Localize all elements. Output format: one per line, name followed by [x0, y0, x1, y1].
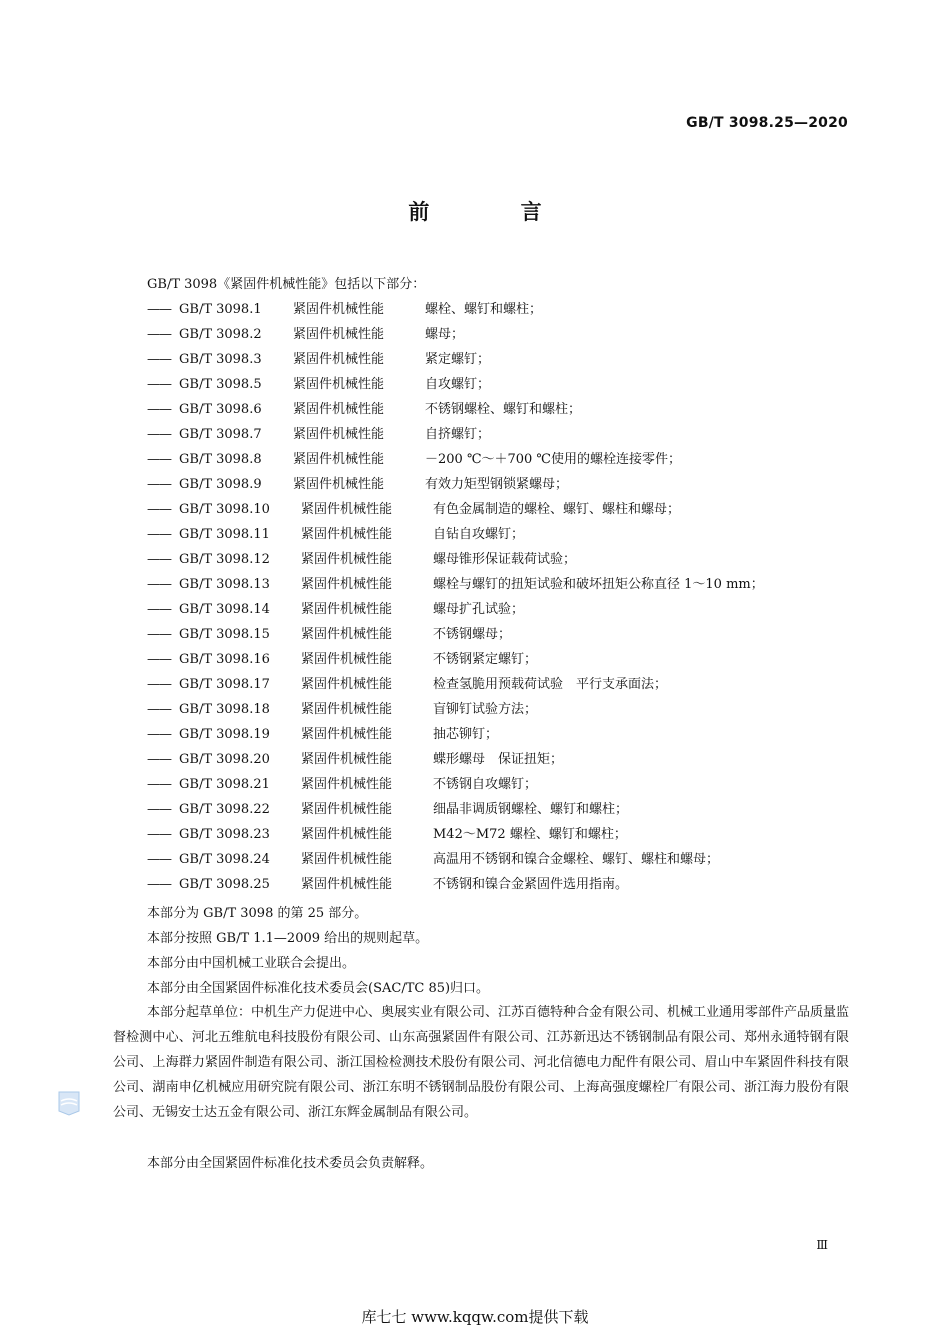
part-subject: 不锈钢自攻螺钉； [433, 777, 538, 792]
part-subject: 有效力矩型钢锁紧螺母； [425, 477, 569, 492]
part-series: 紧固件机械性能 [293, 477, 385, 492]
list-item [147, 475, 764, 500]
list-item [147, 850, 764, 875]
part-subject: 检查氢脆用预载荷试验 平行支承面法； [433, 677, 668, 692]
note-line: 本部分由全国紧固件标准化技术委员会(SAC/TC 85)归口。 [147, 981, 490, 996]
list-dash: —— [147, 777, 171, 792]
part-code: GB/T 3098.16 [179, 652, 270, 667]
intro-paragraph: GB/T 3098《紧固件机械性能》包括以下部分： [147, 277, 426, 292]
part-series: 紧固件机械性能 [293, 377, 385, 392]
list-dash: —— [147, 602, 171, 617]
notes-block [147, 904, 489, 1004]
list-item [147, 550, 764, 575]
part-subject: 不锈钢螺母； [433, 627, 512, 642]
part-subject: 自攻螺钉； [425, 377, 491, 392]
list-dash: —— [147, 727, 171, 742]
parts-list [147, 300, 764, 900]
part-series: 紧固件机械性能 [301, 777, 393, 792]
part-series: 紧固件机械性能 [301, 827, 393, 842]
list-item [147, 825, 764, 850]
list-item [147, 700, 764, 725]
part-series: 紧固件机械性能 [301, 527, 393, 542]
list-dash: —— [147, 527, 171, 542]
list-item [147, 625, 764, 650]
part-series: 紧固件机械性能 [293, 352, 385, 367]
list-dash: —— [147, 802, 171, 817]
part-series: 紧固件机械性能 [293, 427, 385, 442]
list-item [147, 875, 764, 900]
part-code: GB/T 3098.17 [179, 677, 270, 692]
list-dash: —— [147, 402, 171, 417]
part-series: 紧固件机械性能 [301, 627, 393, 642]
list-item [147, 775, 764, 800]
part-series: 紧固件机械性能 [301, 877, 393, 892]
list-dash: —— [147, 352, 171, 367]
part-series: 紧固件机械性能 [301, 752, 393, 767]
part-code: GB/T 3098.22 [179, 802, 270, 817]
download-footer: 库七七 www.kqqw.com提供下载 [361, 1308, 589, 1326]
part-code: GB/T 3098.12 [179, 552, 270, 567]
note-line: 本部分由中国机械工业联合会提出。 [147, 956, 356, 971]
part-subject: 盲铆钉试验方法； [433, 702, 538, 717]
part-code: GB/T 3098.2 [179, 327, 262, 342]
part-series: 紧固件机械性能 [301, 852, 393, 867]
note-line: 本部分按照 GB/T 1.1—2009 给出的规则起草。 [147, 931, 429, 946]
list-dash: —— [147, 452, 171, 467]
part-series: 紧固件机械性能 [293, 302, 385, 317]
list-dash: —— [147, 652, 171, 667]
part-series: 紧固件机械性能 [301, 602, 393, 617]
part-series: 紧固件机械性能 [301, 677, 393, 692]
part-subject: 自钻自攻螺钉； [433, 527, 525, 542]
part-code: GB/T 3098.7 [179, 427, 262, 442]
part-series: 紧固件机械性能 [301, 652, 393, 667]
part-code: GB/T 3098.5 [179, 377, 262, 392]
list-dash: —— [147, 327, 171, 342]
part-code: GB/T 3098.18 [179, 702, 270, 717]
part-series: 紧固件机械性能 [293, 452, 385, 467]
list-dash: —— [147, 752, 171, 767]
part-series: 紧固件机械性能 [301, 552, 393, 567]
part-subject: 有色金属制造的螺栓、螺钉、螺柱和螺母； [433, 502, 681, 517]
part-series: 紧固件机械性能 [301, 802, 393, 817]
part-subject: 螺母扩孔试验； [433, 602, 525, 617]
list-item [147, 650, 764, 675]
part-code: GB/T 3098.11 [179, 527, 270, 542]
list-dash: —— [147, 852, 171, 867]
part-subject: 不锈钢紧定螺钉； [433, 652, 538, 667]
part-subject: M42～M72 螺栓、螺钉和螺柱； [433, 827, 627, 842]
part-subject: 螺栓、螺钉和螺柱； [425, 302, 543, 317]
part-code: GB/T 3098.8 [179, 452, 262, 467]
part-code: GB/T 3098.13 [179, 577, 270, 592]
list-item [147, 500, 764, 525]
part-series: 紧固件机械性能 [293, 402, 385, 417]
list-item [147, 575, 764, 600]
interpretation-note: 本部分由全国紧固件标准化技术委员会负责解释。 [147, 1156, 434, 1171]
list-dash: —— [147, 427, 171, 442]
page-number: Ⅲ [816, 1238, 828, 1252]
part-subject: 高温用不锈钢和镍合金螺栓、螺钉、螺柱和螺母； [433, 852, 720, 867]
list-dash: —— [147, 577, 171, 592]
standard-code: GB/T 3098.25—2020 [686, 115, 848, 131]
list-item [147, 325, 764, 350]
list-dash: —— [147, 552, 171, 567]
list-item [147, 400, 764, 425]
part-code: GB/T 3098.25 [179, 877, 270, 892]
list-dash: —— [147, 702, 171, 717]
list-item [147, 750, 764, 775]
part-subject: 螺母； [425, 327, 465, 342]
list-item [147, 425, 764, 450]
part-subject: 细晶非调质钢螺栓、螺钉和螺柱； [433, 802, 629, 817]
part-series: 紧固件机械性能 [301, 502, 393, 517]
part-subject: 蝶形螺母 保证扭矩； [433, 752, 564, 767]
part-subject: 抽芯铆钉； [433, 727, 499, 742]
part-code: GB/T 3098.20 [179, 752, 270, 767]
list-dash: —— [147, 877, 171, 892]
list-item [147, 525, 764, 550]
part-code: GB/T 3098.15 [179, 627, 270, 642]
part-series: 紧固件机械性能 [301, 702, 393, 717]
list-dash: —— [147, 477, 171, 492]
part-subject: 自挤螺钉； [425, 427, 491, 442]
part-code: GB/T 3098.23 [179, 827, 270, 842]
list-item [147, 300, 764, 325]
part-subject: 不锈钢螺栓、螺钉和螺柱； [425, 402, 582, 417]
part-code: GB/T 3098.21 [179, 777, 270, 792]
part-series: 紧固件机械性能 [301, 577, 393, 592]
list-item [147, 600, 764, 625]
list-dash: —— [147, 677, 171, 692]
part-code: GB/T 3098.19 [179, 727, 270, 742]
part-subject: 螺栓与螺钉的扭矩试验和破坏扭矩公称直径 1～10 mm； [433, 577, 764, 592]
list-dash: —— [147, 627, 171, 642]
part-series: 紧固件机械性能 [293, 327, 385, 342]
part-code: GB/T 3098.9 [179, 477, 262, 492]
list-item [147, 675, 764, 700]
list-item [147, 375, 764, 400]
part-subject: －200 ℃～＋700 ℃使用的螺栓连接零件； [425, 452, 681, 467]
note-line: 本部分为 GB/T 3098 的第 25 部分。 [147, 906, 368, 921]
list-dash: —— [147, 302, 171, 317]
page-title: 前 言 [408, 200, 584, 224]
list-dash: —— [147, 827, 171, 842]
list-item [147, 450, 764, 475]
list-item [147, 350, 764, 375]
part-subject: 紧定螺钉； [425, 352, 491, 367]
drafting-units-paragraph: 本部分起草单位：中机生产力促进中心、奥展实业有限公司、江苏百德特种合金有限公司、机械工业通用零部件产品质量监督检测中心、河北五维航电科技股份有限公司、山东高强紧固件有限公司、江苏新迅达不锈钢制品有限公司、郑州永通特钢有限公司、上海群力紧固件制造有限公司、浙江国检检测技术股份有限公司、河北信德电力配件有限公司、眉山中车紧固件科技有限公司、湖南申亿机械应用研究院有限公司、浙江东明不锈钢制品股份有限公司、上海高强度螺栓厂有限公司、浙江海力股份有限公司、无锡安士达五金有限公司、浙江东辉金属制品有限公司。 [113, 1005, 850, 1120]
list-dash: —— [147, 502, 171, 517]
part-code: GB/T 3098.3 [179, 352, 262, 367]
part-code: GB/T 3098.1 [179, 302, 262, 317]
part-subject: 不锈钢和镍合金紧固件选用指南。 [433, 877, 629, 892]
list-item [147, 800, 764, 825]
sac-watermark-logo [55, 1089, 83, 1117]
part-subject: 螺母锥形保证载荷试验； [433, 552, 577, 567]
part-series: 紧固件机械性能 [301, 727, 393, 742]
part-code: GB/T 3098.24 [179, 852, 270, 867]
list-item [147, 725, 764, 750]
part-code: GB/T 3098.6 [179, 402, 262, 417]
part-code: GB/T 3098.14 [179, 602, 270, 617]
part-code: GB/T 3098.10 [179, 502, 270, 517]
list-dash: —— [147, 377, 171, 392]
